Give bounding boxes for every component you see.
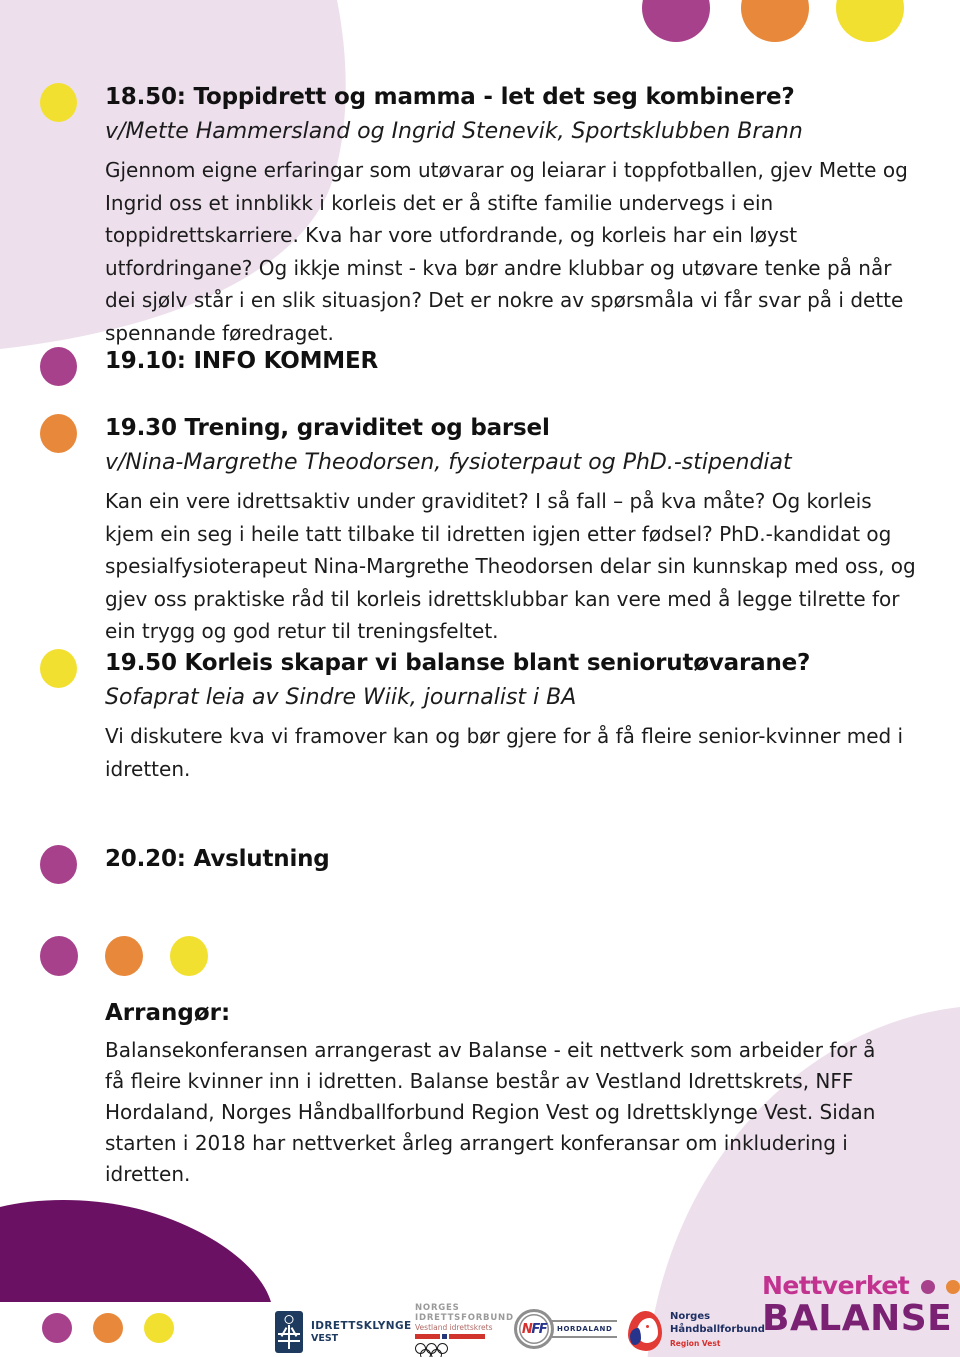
olympic-rings-icon (415, 1343, 453, 1357)
session-description: Vi diskutere kva vi framover kan og bør gjere for å få fleire senior-kvinner med i idretten. (105, 724, 904, 781)
schedule-item-content (105, 413, 920, 648)
balanse-dot-row (915, 1277, 960, 1296)
session-time-title: 18.50: Toppidrett og mamma - let det seg kombinere? (105, 84, 795, 110)
nff-letter-n: N (521, 1321, 532, 1337)
schedule-item-content (105, 82, 920, 349)
decorative-dot (170, 936, 208, 976)
organizer-body: Balansekonferansen arrangerast av Balanse - eit nettverk som arbeider for å få fleire kvinner inn i idretten. Balanse består av Vestland Idrettskrets, NFF Hordaland, Norges Håndballforbund Region Vest og Idrettsklynge Vest. Sidan starten i 2018 har nettverket årleg arrangert konferansar om inkludering i idretten. (105, 1038, 876, 1186)
schedule-item (0, 844, 960, 874)
idrettsklynge-text (311, 1320, 412, 1344)
organizer-heading: Arrangør: (105, 1000, 231, 1026)
emblem-detail (281, 1327, 288, 1337)
decorative-dot (144, 1313, 174, 1343)
decorative-dot (946, 1280, 960, 1294)
decorative-dome-bottom-left (0, 1200, 271, 1302)
session-time-title: 19.50 Korleis skapar vi balanse blant seniorutøvarane? (105, 650, 811, 676)
schedule-bullet (40, 845, 77, 884)
emblem-detail (285, 1315, 294, 1324)
norwegian-flag-bar-icon (415, 1334, 485, 1339)
divider-dot-row (40, 936, 230, 980)
ring (431, 1349, 442, 1357)
emblem-detail (288, 1325, 290, 1349)
schedule-bullet (40, 414, 77, 453)
emblem-detail (630, 1328, 641, 1345)
emblem-detail (291, 1327, 298, 1337)
organizer-section (105, 998, 885, 1190)
logo-nff-hordaland (514, 1309, 617, 1349)
logo-norges-handballforbund (628, 1311, 765, 1351)
logo-idrettsklynge-vest (275, 1311, 412, 1353)
emblem-detail (278, 1340, 300, 1342)
logo-text: Nettverket (762, 1271, 910, 1300)
decorative-dot (93, 1313, 123, 1343)
nff-region-banner: HORDALAND (552, 1320, 617, 1338)
schedule-item (0, 346, 960, 376)
logo-text: Håndballforbund (670, 1323, 765, 1335)
logo-nettverket-balanse (762, 1272, 960, 1337)
logo-text: Norges (670, 1311, 711, 1322)
emblem-detail (646, 1325, 649, 1328)
footer-dot-row (42, 1313, 190, 1347)
schedule-bullet (40, 83, 77, 122)
handball-lion-icon (628, 1311, 662, 1351)
decorative-dot (42, 1313, 72, 1343)
session-speaker: v/Nina-Margrethe Theodorsen, fysioterpaut og PhD.-stipendiat (105, 450, 792, 475)
flag-cross (442, 1334, 447, 1339)
schedule-item-content (105, 648, 920, 785)
logo-text: Region Vest (670, 1339, 721, 1348)
session-speaker: v/Mette Hammersland og Ingrid Stenevik, Sportsklubben Brann (105, 119, 803, 144)
decorative-dot (105, 936, 143, 976)
session-time-title: 19.10: INFO KOMMER (105, 348, 378, 374)
schedule-item-content (105, 844, 920, 874)
schedule-item (0, 413, 960, 648)
emblem-detail (278, 1333, 300, 1335)
logo-text: IDRETTSKLYNGE (311, 1320, 412, 1332)
decorative-dot (921, 1280, 935, 1294)
session-description: Gjennom eigne erfaringar som utøvarar og leiarar i toppfotballen, gjev Mette og Ingrid oss et innblikk i korleis det er å stifte familie undervegs i ein toppidrettskarriere. Kva har vore utfordrande, og korleis har ein løyst utfordringane? Og ikkje minst - kva bør andre klubbar og utøvare tenke på når dei sjølv står i en slik situasjon? Det er nokre av spørsmåla vi får svar på i dette spennande føredraget. (105, 158, 908, 345)
logo-text: VEST (311, 1333, 339, 1344)
logo-norges-idrettsforbund (415, 1303, 514, 1357)
nff-initials (522, 1322, 546, 1337)
schedule-bullet (40, 649, 77, 688)
session-time-title: 19.30 Trening, graviditet og barsel (105, 415, 550, 441)
session-speaker: Sofaprat leia av Sindre Wiik, journalist i BA (105, 685, 577, 710)
session-description: Kan ein vere idrettsaktiv under graviditet? I så fall – på kva måte? Og korleis kjem ein seg i heile tatt tilbake til idretten igjen etter fødsel? PhD.-kandidat og spesialfysioterapeut Nina-Margrethe Theodorsen delar sin kunnskap med oss, og gjev oss praktiske råd til korleis idrettsklubbar kan vere med å legge tilrette for ein trygg og god retur til treningsfeltet. (105, 489, 916, 643)
balanse-logo-top (762, 1272, 960, 1300)
nff-emblem-icon (514, 1309, 554, 1349)
decorative-dot (40, 936, 78, 976)
session-time-title: 20.20: Avslutning (105, 846, 330, 872)
logo-text: IDRETTSFORBUND (415, 1312, 514, 1323)
schedule-item (0, 648, 960, 785)
schedule-bullet (40, 347, 77, 386)
logo-text: Vestland idrettskrets (415, 1323, 493, 1332)
schedule-item-content (105, 346, 920, 376)
handball-text (670, 1311, 765, 1351)
logo-text: NORGES (415, 1303, 460, 1313)
logo-text: BALANSE (762, 1298, 953, 1339)
schedule-item (0, 82, 960, 349)
nff-letters-ff: FF (531, 1321, 547, 1337)
ring (420, 1349, 431, 1357)
idrettsklynge-emblem-icon (275, 1311, 303, 1353)
